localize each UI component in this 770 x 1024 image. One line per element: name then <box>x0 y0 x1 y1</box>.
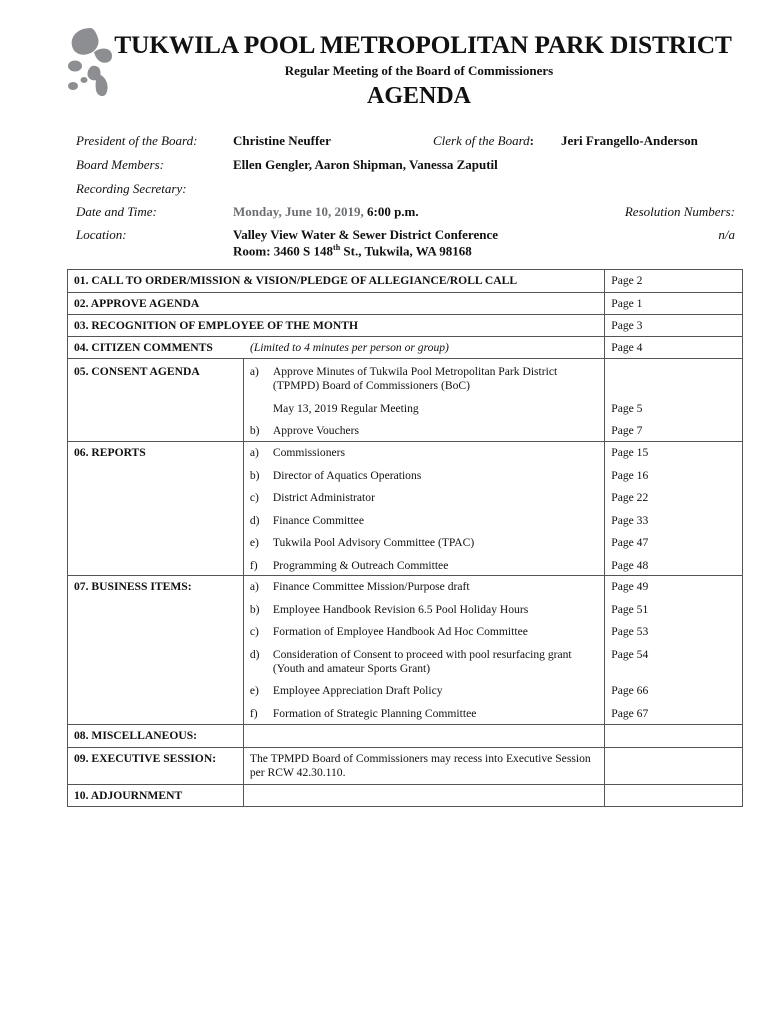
date-value: Monday, June 10, 2019, <box>233 204 364 219</box>
item-letter: e) <box>249 536 259 549</box>
meeting-subtitle: Regular Meeting of the Board of Commissioners <box>284 63 554 78</box>
list-item <box>250 625 598 639</box>
item-page: Page 5 <box>611 402 643 415</box>
item-text: Employee Handbook Revision 6.5 Pool Holiday Hours <box>272 602 529 616</box>
item-04-cell <box>68 337 605 359</box>
list-item <box>250 402 598 416</box>
item-page: Page 22 <box>611 491 649 504</box>
item-01-title: 01. CALL TO ORDER/MISSION & VISION/PLEDGE OF ALLEGIANCE/ROLL CALL <box>68 270 605 293</box>
item-text: Employee Appreciation Draft Policy <box>272 684 443 697</box>
item-text: Formation of Strategic Planning Committee <box>272 706 477 720</box>
agenda-heading: AGENDA <box>366 83 471 109</box>
item-03-title: 03. RECOGNITION OF EMPLOYEE OF THE MONTH <box>68 315 605 337</box>
list-item <box>250 424 598 438</box>
table-row <box>68 576 743 725</box>
location-line1: Valley View Water & Sewer District Conference <box>233 227 498 242</box>
table-row <box>68 359 743 442</box>
item-01-page: Page 2 <box>605 270 743 293</box>
location-sup: th <box>333 243 341 252</box>
item-06-pages <box>605 442 743 576</box>
clerk-colon: : <box>529 133 534 148</box>
location-address: St., Tukwila, WA 98168 <box>340 243 472 259</box>
members-value: Ellen Gengler, Aaron Shipman, Vanessa Zaputil <box>233 157 498 172</box>
list-item <box>250 446 598 460</box>
item-08-title: 08. MISCELLANEOUS: <box>68 725 244 748</box>
list-item <box>250 603 598 617</box>
item-04-page: Page 4 <box>605 337 743 359</box>
item-02-title: 02. APPROVE AGENDA <box>68 293 605 315</box>
item-page: Page 48 <box>611 558 649 572</box>
list-item <box>250 469 598 483</box>
item-letter: c) <box>249 625 259 638</box>
list-item <box>250 559 598 573</box>
president-value: Christine Neuffer <box>233 133 331 148</box>
item-06-title: 06. REPORTS <box>68 442 244 576</box>
clerk-label: Clerk of the Board <box>433 133 530 148</box>
resolution-label: Resolution Numbers: <box>624 204 735 219</box>
clerk-value: Jeri Frangello-Anderson <box>561 133 698 148</box>
item-text: Director of Aquatics Operations <box>272 468 422 482</box>
list-item <box>250 365 598 393</box>
location-label: Location: <box>76 227 127 242</box>
item-page: Page 7 <box>611 424 643 437</box>
clerk-label-group <box>433 133 534 149</box>
item-letter: c) <box>249 491 259 504</box>
item-text: Formation of Employee Handbook Ad Hoc Committee <box>272 625 528 638</box>
item-text: District Administrator <box>272 491 375 504</box>
table-row <box>68 337 743 359</box>
list-item <box>250 514 598 528</box>
item-05-title: 05. CONSENT AGENDA <box>68 359 244 442</box>
item-page: Page 47 <box>611 536 649 549</box>
item-text: Finance Committee Mission/Purpose draft <box>272 580 470 593</box>
item-text: Commissioners <box>272 446 346 459</box>
item-letter: f) <box>249 706 258 720</box>
item-letter: a) <box>249 580 259 593</box>
item-page: Page 51 <box>611 602 649 616</box>
item-text: Programming & Outreach Committee <box>272 558 449 572</box>
president-label: President of the Board: <box>76 133 198 148</box>
table-row <box>68 442 743 576</box>
item-text: Consideration of Consent to proceed with pool resurfacing grant (Youth and amateur Sports Grant) <box>272 647 572 675</box>
time-value: 6:00 p.m. <box>367 204 419 219</box>
item-letter: a) <box>249 365 259 378</box>
list-item <box>250 580 598 594</box>
agenda-table <box>67 269 743 807</box>
item-04-title: 04. CITIZEN COMMENTS <box>74 341 213 354</box>
list-item <box>250 491 598 505</box>
item-text: Finance Committee <box>272 513 364 527</box>
item-07-title: 07. BUSINESS ITEMS: <box>68 576 244 725</box>
location-line2 <box>233 243 472 259</box>
item-page: Page 66 <box>611 684 649 697</box>
date-label: Date and Time: <box>76 204 157 219</box>
item-03-page: Page 3 <box>605 315 743 337</box>
list-item <box>250 684 598 698</box>
item-letter: a) <box>249 446 259 459</box>
item-page: Page 16 <box>611 468 649 482</box>
item-letter: b) <box>249 468 260 482</box>
item-letter: b) <box>249 424 260 437</box>
item-05-pages <box>605 359 743 442</box>
item-10-title: 10. ADJOURNMENT <box>68 785 244 807</box>
item-letter: e) <box>249 684 259 697</box>
item-06-details <box>243 442 604 576</box>
item-02-page: Page 1 <box>605 293 743 315</box>
table-row <box>68 315 743 337</box>
item-text: Tukwila Pool Advisory Committee (TPAC) <box>272 536 475 549</box>
item-text: Approve Vouchers <box>272 424 360 437</box>
item-page: Page 49 <box>611 580 649 593</box>
district-title: TUKWILA POOL METROPOLITAN PARK DISTRICT <box>114 30 732 59</box>
table-row <box>68 293 743 315</box>
item-letter: f) <box>249 558 258 572</box>
item-page: Page 15 <box>611 446 649 459</box>
item-09-title: 09. EXECUTIVE SESSION: <box>68 748 244 785</box>
item-letter: b) <box>249 602 260 616</box>
date-time-value <box>233 204 419 220</box>
resolution-value: n/a <box>718 227 735 242</box>
secretary-label: Recording Secretary: <box>76 181 187 196</box>
item-09-text: The TPMPD Board of Commissioners may recess into Executive Session per RCW 42.30.110. <box>243 748 604 785</box>
item-text: May 13, 2019 Regular Meeting <box>272 402 419 415</box>
item-07-pages <box>605 576 743 725</box>
item-page: Page 33 <box>611 513 649 527</box>
list-item <box>250 648 598 676</box>
item-07-details <box>243 576 604 725</box>
item-page: Page 54 <box>611 647 649 661</box>
item-05-details <box>243 359 604 442</box>
item-letter: d) <box>249 647 260 661</box>
location-room: Room: 3460 S 148 <box>233 243 334 259</box>
table-row <box>68 725 743 748</box>
table-row <box>68 748 743 785</box>
list-item <box>250 536 598 550</box>
list-item <box>250 707 598 721</box>
item-letter: d) <box>249 513 260 527</box>
members-label: Board Members: <box>76 157 164 172</box>
table-row <box>68 270 743 293</box>
item-page: Page 67 <box>611 706 649 720</box>
item-page: Page 53 <box>611 625 649 638</box>
table-row <box>68 785 743 807</box>
item-text: Approve Minutes of Tukwila Pool Metropolitan Park District (TPMPD) Board of Commissioners (BoC) <box>272 365 558 392</box>
item-04-note: (Limited to 4 minutes per person or group) <box>250 341 449 354</box>
